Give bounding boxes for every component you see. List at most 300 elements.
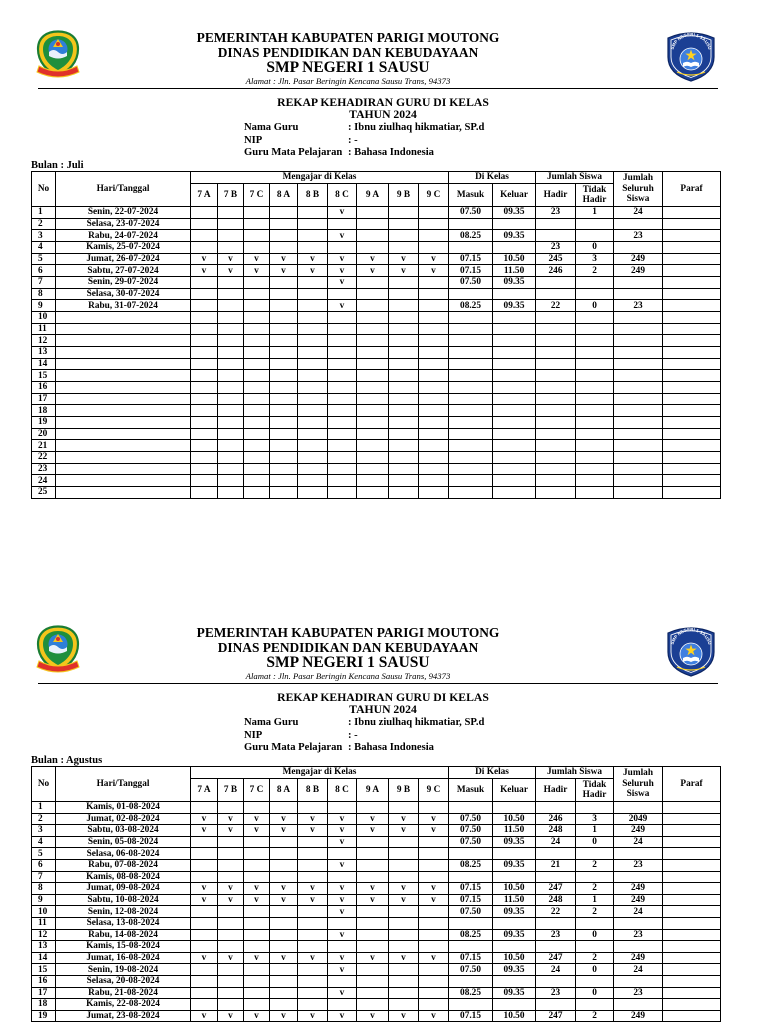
cell-sign xyxy=(663,277,721,289)
cell-total xyxy=(614,452,663,464)
cell-absent xyxy=(576,335,614,347)
cell-class-mark xyxy=(270,405,298,417)
cell-present: 248 xyxy=(536,894,576,906)
table-row xyxy=(32,312,721,324)
cell-class-mark xyxy=(419,906,449,918)
col-header-class: 8 A xyxy=(270,184,298,207)
cell-no: 12 xyxy=(32,929,56,941)
cell-time-in xyxy=(449,848,493,860)
cell-time-out xyxy=(493,999,536,1011)
cell-date: Senin, 19-08-2024 xyxy=(56,964,191,976)
cell-class-mark: v xyxy=(270,253,298,265)
cell-class-mark xyxy=(298,207,328,219)
month-label: Bulan : Juli xyxy=(31,160,84,171)
table-head xyxy=(32,172,721,207)
cell-class-mark xyxy=(218,207,244,219)
cell-absent xyxy=(576,999,614,1011)
cell-class-mark xyxy=(244,242,270,254)
table-row xyxy=(32,382,721,394)
cell-class-mark xyxy=(419,475,449,487)
table-row xyxy=(32,253,721,265)
cell-class-mark xyxy=(357,370,389,382)
cell-class-mark: v xyxy=(389,265,419,277)
cell-class-mark xyxy=(191,999,218,1011)
cell-present xyxy=(536,975,576,987)
cell-class-mark: v xyxy=(328,987,357,999)
cell-time-in: 07.15 xyxy=(449,1010,493,1022)
cell-class-mark xyxy=(419,405,449,417)
cell-time-in xyxy=(449,463,493,475)
cell-no: 16 xyxy=(32,975,56,987)
cell-time-out xyxy=(493,358,536,370)
cell-class-mark xyxy=(218,370,244,382)
cell-class-mark xyxy=(328,347,357,359)
cell-class-mark xyxy=(191,323,218,335)
cell-total: 24 xyxy=(614,964,663,976)
school-address: Alamat : Jln. Pasar Beringin Kencana Sausu Trans, 94373 xyxy=(245,671,451,681)
col-header-sign: Paraf xyxy=(663,767,721,802)
cell-class-mark xyxy=(389,370,419,382)
cell-class-mark xyxy=(389,207,419,219)
cell-time-out xyxy=(493,975,536,987)
cell-time-out xyxy=(493,487,536,499)
cell-time-in xyxy=(449,358,493,370)
col-header-teaching-group: Mengajar di Kelas xyxy=(191,172,449,184)
cell-class-mark xyxy=(270,393,298,405)
cell-class-mark xyxy=(191,277,218,289)
cell-time-out: 11.50 xyxy=(493,894,536,906)
cell-class-mark xyxy=(419,382,449,394)
cell-present xyxy=(536,358,576,370)
cell-class-mark xyxy=(298,463,328,475)
cell-time-in xyxy=(449,370,493,382)
cell-class-mark xyxy=(419,323,449,335)
teacher-name-label: Nama Guru xyxy=(244,122,299,133)
cell-total xyxy=(614,487,663,499)
cell-total: 249 xyxy=(614,952,663,964)
cell-date: Rabu, 14-08-2024 xyxy=(56,929,191,941)
nip-value: : - xyxy=(348,134,358,146)
cell-date xyxy=(56,428,191,440)
cell-class-mark xyxy=(191,288,218,300)
cell-class-mark: v xyxy=(419,813,449,825)
cell-sign xyxy=(663,825,721,837)
cell-present xyxy=(536,370,576,382)
cell-sign xyxy=(663,964,721,976)
col-header-students: Tidak Hadir xyxy=(576,779,614,802)
cell-class-mark xyxy=(244,848,270,860)
cell-time-out xyxy=(493,242,536,254)
col-header-class: 7 B xyxy=(218,779,244,802)
cell-no: 20 xyxy=(32,428,56,440)
cell-date: Senin, 29-07-2024 xyxy=(56,277,191,289)
cell-date: Sabtu, 27-07-2024 xyxy=(56,265,191,277)
table-row xyxy=(32,428,721,440)
cell-class-mark xyxy=(244,964,270,976)
cell-present xyxy=(536,463,576,475)
col-header-class: 9 B xyxy=(389,184,419,207)
cell-class-mark xyxy=(298,975,328,987)
cell-present xyxy=(536,230,576,242)
col-header-no: No xyxy=(32,767,56,802)
cell-class-mark: v xyxy=(298,825,328,837)
cell-time-in xyxy=(449,382,493,394)
cell-class-mark: v xyxy=(218,1010,244,1022)
cell-date: Senin, 22-07-2024 xyxy=(56,207,191,219)
cell-present xyxy=(536,382,576,394)
cell-absent xyxy=(576,347,614,359)
cell-class-mark: v xyxy=(389,883,419,895)
cell-class-mark: v xyxy=(419,894,449,906)
col-header-no: No xyxy=(32,172,56,207)
cell-sign xyxy=(663,475,721,487)
cell-class-mark xyxy=(419,218,449,230)
cell-class-mark xyxy=(191,802,218,814)
cell-class-mark: v xyxy=(298,952,328,964)
cell-time-in xyxy=(449,335,493,347)
col-header-class: 7 C xyxy=(244,184,270,207)
cell-date: Selasa, 13-08-2024 xyxy=(56,917,191,929)
cell-date: Jumat, 26-07-2024 xyxy=(56,253,191,265)
cell-class-mark xyxy=(419,428,449,440)
cell-time-in xyxy=(449,487,493,499)
cell-present xyxy=(536,999,576,1011)
cell-class-mark xyxy=(218,417,244,429)
cell-class-mark xyxy=(191,848,218,860)
cell-absent xyxy=(576,871,614,883)
cell-class-mark: v xyxy=(244,825,270,837)
cell-class-mark: v xyxy=(244,265,270,277)
cell-class-mark xyxy=(389,929,419,941)
cell-present xyxy=(536,288,576,300)
cell-class-mark xyxy=(244,335,270,347)
cell-time-out xyxy=(493,802,536,814)
table-row xyxy=(32,894,721,906)
cell-time-in xyxy=(449,475,493,487)
cell-class-mark xyxy=(191,836,218,848)
cell-class-mark xyxy=(191,335,218,347)
cell-class-mark xyxy=(357,802,389,814)
cell-class-mark xyxy=(357,405,389,417)
cell-absent: 0 xyxy=(576,836,614,848)
subject-row xyxy=(244,147,484,160)
cell-sign xyxy=(663,952,721,964)
cell-present xyxy=(536,475,576,487)
cell-class-mark xyxy=(191,358,218,370)
cell-class-mark xyxy=(298,987,328,999)
cell-class-mark xyxy=(357,859,389,871)
cell-class-mark xyxy=(328,999,357,1011)
cell-no: 4 xyxy=(32,242,56,254)
cell-class-mark xyxy=(389,288,419,300)
cell-class-mark xyxy=(244,975,270,987)
cell-date: Selasa, 20-08-2024 xyxy=(56,975,191,987)
cell-class-mark: v xyxy=(389,825,419,837)
cell-no: 25 xyxy=(32,487,56,499)
cell-time-out xyxy=(493,871,536,883)
cell-absent: 2 xyxy=(576,883,614,895)
cell-absent: 0 xyxy=(576,929,614,941)
cell-time-out xyxy=(493,370,536,382)
col-header-class: 8 C xyxy=(328,779,357,802)
cell-total xyxy=(614,941,663,953)
cell-class-mark: v xyxy=(328,964,357,976)
cell-class-mark: v xyxy=(298,883,328,895)
cell-class-mark xyxy=(270,335,298,347)
cell-class-mark xyxy=(244,405,270,417)
cell-absent xyxy=(576,405,614,417)
cell-class-mark xyxy=(191,487,218,499)
cell-absent xyxy=(576,848,614,860)
cell-class-mark xyxy=(191,975,218,987)
teacher-name-label: Nama Guru xyxy=(244,717,299,728)
nip-label: NIP xyxy=(244,729,263,741)
cell-sign xyxy=(663,463,721,475)
school-name: SMP NEGERI 1 SAUSU xyxy=(266,654,430,671)
cell-class-mark xyxy=(328,802,357,814)
cell-date xyxy=(56,312,191,324)
cell-class-mark: v xyxy=(357,813,389,825)
cell-class-mark xyxy=(389,871,419,883)
cell-class-mark: v xyxy=(191,883,218,895)
col-header-in-class-group: Di Kelas xyxy=(449,767,536,779)
cell-class-mark xyxy=(298,941,328,953)
cell-class-mark xyxy=(218,288,244,300)
cell-time-in: 08.25 xyxy=(449,929,493,941)
cell-sign xyxy=(663,987,721,999)
cell-class-mark xyxy=(298,906,328,918)
cell-class-mark xyxy=(357,906,389,918)
cell-no: 12 xyxy=(32,335,56,347)
cell-total xyxy=(614,312,663,324)
cell-class-mark xyxy=(244,382,270,394)
cell-sign xyxy=(663,358,721,370)
cell-absent: 0 xyxy=(576,987,614,999)
cell-class-mark xyxy=(357,312,389,324)
cell-time-out xyxy=(493,323,536,335)
cell-class-mark: v xyxy=(389,952,419,964)
cell-sign xyxy=(663,207,721,219)
cell-class-mark xyxy=(218,987,244,999)
cell-class-mark xyxy=(218,218,244,230)
cell-class-mark xyxy=(389,487,419,499)
cell-class-mark: v xyxy=(218,265,244,277)
cell-class-mark xyxy=(298,417,328,429)
teacher-name-value: : Ibnu ziulhaq hikmatiar, SP.d xyxy=(348,122,485,133)
cell-date: Selasa, 06-08-2024 xyxy=(56,848,191,860)
cell-date: Kamis, 22-08-2024 xyxy=(56,999,191,1011)
department-name: DINAS PENDIDIKAN DAN KEBUDAYAAN xyxy=(217,640,479,655)
cell-class-mark xyxy=(244,323,270,335)
cell-class-mark xyxy=(298,393,328,405)
cell-class-mark xyxy=(389,475,419,487)
cell-total xyxy=(614,323,663,335)
cell-date xyxy=(56,440,191,452)
cell-class-mark xyxy=(419,463,449,475)
cell-sign xyxy=(663,848,721,860)
cell-class-mark xyxy=(389,964,419,976)
subject-row xyxy=(244,742,484,755)
cell-time-in xyxy=(449,917,493,929)
cell-class-mark xyxy=(389,440,419,452)
cell-present xyxy=(536,440,576,452)
cell-sign xyxy=(663,218,721,230)
cell-class-mark xyxy=(270,929,298,941)
cell-time-in: 07.15 xyxy=(449,894,493,906)
cell-class-mark xyxy=(244,277,270,289)
cell-no: 23 xyxy=(32,463,56,475)
cell-class-mark: v xyxy=(328,230,357,242)
table-row xyxy=(32,487,721,499)
cell-class-mark xyxy=(298,836,328,848)
cell-class-mark xyxy=(270,312,298,324)
table-row xyxy=(32,405,721,417)
cell-date: Rabu, 31-07-2024 xyxy=(56,300,191,312)
cell-no: 22 xyxy=(32,452,56,464)
cell-class-mark xyxy=(298,335,328,347)
cell-class-mark xyxy=(191,964,218,976)
cell-no: 14 xyxy=(32,952,56,964)
cell-no: 19 xyxy=(32,417,56,429)
cell-sign xyxy=(663,335,721,347)
cell-class-mark xyxy=(218,230,244,242)
cell-class-mark xyxy=(357,428,389,440)
report-title-text: REKAP KEHADIRAN GURU DI KELAS xyxy=(277,96,489,109)
cell-class-mark xyxy=(389,428,419,440)
cell-class-mark xyxy=(357,382,389,394)
cell-date xyxy=(56,393,191,405)
cell-absent: 0 xyxy=(576,964,614,976)
cell-date: Selasa, 23-07-2024 xyxy=(56,218,191,230)
cell-class-mark xyxy=(218,475,244,487)
cell-total: 249 xyxy=(614,265,663,277)
cell-class-mark: v xyxy=(218,883,244,895)
parigi-moutong-emblem-icon xyxy=(36,30,80,80)
table-row xyxy=(32,941,721,953)
cell-date: Senin, 05-08-2024 xyxy=(56,836,191,848)
cell-class-mark xyxy=(419,335,449,347)
cell-present: 247 xyxy=(536,883,576,895)
report-page-july xyxy=(0,0,768,500)
col-header-time: Keluar xyxy=(493,184,536,207)
smp-negeri-1-sausu-badge-icon xyxy=(664,29,718,83)
table-head xyxy=(32,767,721,802)
cell-present xyxy=(536,802,576,814)
subject-label: Guru Mata Pelajaran xyxy=(244,147,343,158)
table-row xyxy=(32,242,721,254)
cell-time-in: 07.50 xyxy=(449,207,493,219)
cell-sign xyxy=(663,312,721,324)
table-row xyxy=(32,370,721,382)
cell-present xyxy=(536,405,576,417)
cell-class-mark xyxy=(389,987,419,999)
school-address: Alamat : Jln. Pasar Beringin Kencana Sausu Trans, 94373 xyxy=(245,76,451,86)
cell-time-in: 08.25 xyxy=(449,230,493,242)
table-body xyxy=(32,207,721,499)
col-header-teaching-group: Mengajar di Kelas xyxy=(191,767,449,779)
cell-time-in xyxy=(449,405,493,417)
col-header-time: Masuk xyxy=(449,184,493,207)
cell-time-out: 09.35 xyxy=(493,836,536,848)
cell-no: 16 xyxy=(32,382,56,394)
badge-lettering: SMP NEGERI 1 SAUSU xyxy=(669,626,713,646)
cell-class-mark xyxy=(191,987,218,999)
cell-class-mark xyxy=(244,836,270,848)
cell-present: 246 xyxy=(536,813,576,825)
cell-class-mark xyxy=(389,859,419,871)
cell-present xyxy=(536,428,576,440)
cell-class-mark xyxy=(389,802,419,814)
cell-class-mark: v xyxy=(328,825,357,837)
col-header-class: 7 A xyxy=(191,779,218,802)
table-row xyxy=(32,836,721,848)
cell-class-mark xyxy=(298,999,328,1011)
cell-class-mark xyxy=(328,452,357,464)
cell-absent: 0 xyxy=(576,300,614,312)
cell-class-mark xyxy=(270,242,298,254)
cell-class-mark xyxy=(357,463,389,475)
cell-total xyxy=(614,475,663,487)
cell-class-mark xyxy=(270,999,298,1011)
cell-absent: 3 xyxy=(576,253,614,265)
cell-present: 24 xyxy=(536,836,576,848)
cell-class-mark xyxy=(419,393,449,405)
cell-total: 24 xyxy=(614,207,663,219)
cell-absent xyxy=(576,487,614,499)
cell-class-mark xyxy=(244,440,270,452)
cell-absent xyxy=(576,417,614,429)
cell-class-mark: v xyxy=(328,265,357,277)
cell-time-in: 07.15 xyxy=(449,883,493,895)
cell-total xyxy=(614,335,663,347)
cell-time-in xyxy=(449,417,493,429)
cell-total xyxy=(614,218,663,230)
badge-lettering: SMP NEGERI 1 SAUSU xyxy=(669,31,713,51)
cell-class-mark: v xyxy=(270,813,298,825)
cell-time-out xyxy=(493,848,536,860)
cell-time-out: 10.50 xyxy=(493,253,536,265)
cell-time-in: 07.15 xyxy=(449,253,493,265)
col-header-time: Keluar xyxy=(493,779,536,802)
cell-class-mark xyxy=(298,323,328,335)
cell-present: 22 xyxy=(536,300,576,312)
cell-time-in: 07.50 xyxy=(449,813,493,825)
cell-class-mark xyxy=(191,417,218,429)
report-year: TAHUN 2024 xyxy=(349,108,417,121)
subject-value: : Bahasa Indonesia xyxy=(348,742,434,753)
cell-class-mark: v xyxy=(244,952,270,964)
cell-sign xyxy=(663,370,721,382)
cell-class-mark: v xyxy=(328,929,357,941)
nip-row xyxy=(244,730,484,743)
cell-class-mark xyxy=(191,906,218,918)
government-name: PEMERINTAH KABUPATEN PARIGI MOUTONG xyxy=(196,625,500,640)
cell-class-mark xyxy=(270,300,298,312)
col-header-total-students: Jumlah Seluruh Siswa xyxy=(614,767,663,802)
cell-class-mark: v xyxy=(389,894,419,906)
cell-class-mark xyxy=(389,417,419,429)
cell-time-out: 10.50 xyxy=(493,1010,536,1022)
cell-time-in xyxy=(449,312,493,324)
cell-absent xyxy=(576,277,614,289)
cell-class-mark xyxy=(298,475,328,487)
cell-time-in: 08.25 xyxy=(449,987,493,999)
cell-class-mark xyxy=(218,964,244,976)
cell-class-mark xyxy=(328,288,357,300)
cell-no: 17 xyxy=(32,393,56,405)
cell-no: 5 xyxy=(32,253,56,265)
header-row xyxy=(32,767,721,779)
